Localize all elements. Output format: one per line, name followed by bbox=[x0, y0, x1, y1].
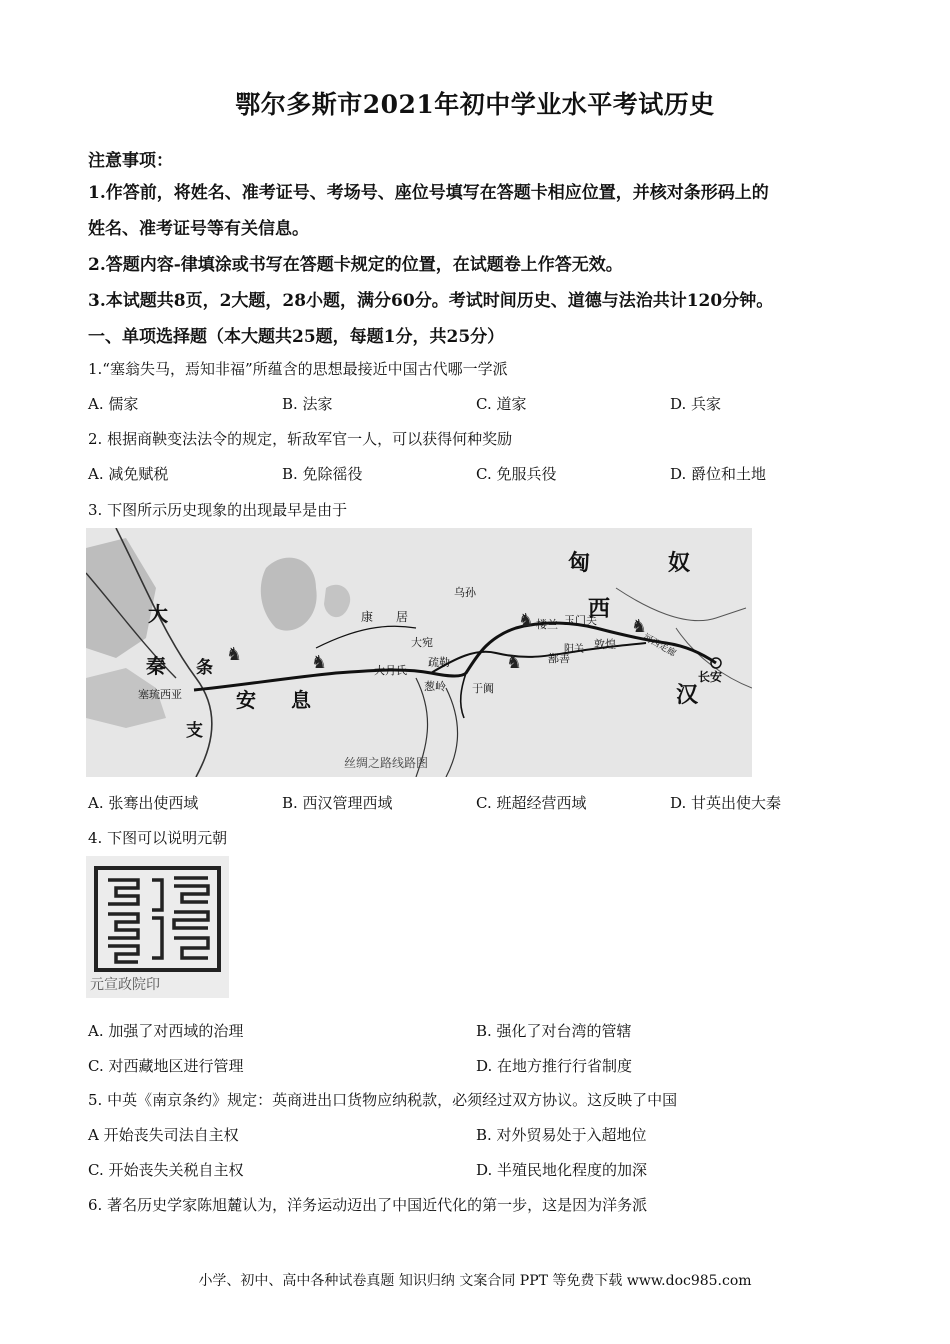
exam-title: 鄂尔多斯市2021年初中学业水平考试历史 bbox=[235, 90, 715, 119]
q3-option-b: B. 西汉管理西域 bbox=[282, 794, 393, 812]
note-item-2: 2.答题内容-律填涂或书写在答题卡规定的位置，在试题卷上作答无效。 bbox=[88, 255, 623, 275]
q5-option-a: A 开始丧失司法自主权 bbox=[88, 1126, 239, 1144]
map-label-dayuezhi: 大月氏 bbox=[374, 664, 407, 677]
map-label-ju: 居 bbox=[396, 610, 409, 624]
q4-option-a: A. 加强了对西域的治理 bbox=[88, 1022, 244, 1040]
note-item-1-line-1: 1.作答前，将姓名、准考证号、考场号、座位号填写在答题卡相应位置，并核对条形码上的 bbox=[88, 183, 769, 203]
map-label-shule: 疏勒 bbox=[428, 656, 450, 669]
map-label-congling: 葱岭 bbox=[424, 680, 446, 693]
map-label-loulan: 楼兰 bbox=[536, 618, 558, 631]
q4-option-b: B. 强化了对台湾的管辖 bbox=[476, 1022, 632, 1040]
q4-stem: 4. 下图可以说明元朝 bbox=[88, 829, 228, 847]
note-item-3: 3.本试题共8页，2大题，28小题，满分60分。考试时间历史、道德与法治共计120分钟。 bbox=[88, 291, 774, 311]
q3-option-c: C. 班超经营西域 bbox=[476, 794, 587, 812]
svg-text:♞: ♞ bbox=[506, 652, 523, 673]
q5-stem: 5. 中英《南京条约》规定：英商进出口货物应纳税款，必须经过双方协议。这反映了中国 bbox=[88, 1091, 678, 1109]
q2-option-b: B. 免除徭役 bbox=[282, 465, 363, 483]
q5-option-b: B. 对外贸易处于入超地位 bbox=[476, 1126, 647, 1144]
q1-stem: 1.“塞翁失马，焉知非福”所蕴含的思想最接近中国古代哪一学派 bbox=[88, 360, 508, 378]
map-label-han: 汉 bbox=[676, 682, 699, 708]
map-label-zhi: 支 bbox=[186, 721, 203, 741]
q5-option-c: C. 开始丧失关税自主权 bbox=[88, 1161, 244, 1179]
q1-option-a: A. 儒家 bbox=[88, 395, 139, 413]
section-heading: 一、单项选择题（本大题共25题，每题1分，共25分） bbox=[88, 327, 505, 347]
map-label-xi: 西 bbox=[588, 596, 611, 622]
svg-text:♞: ♞ bbox=[518, 610, 535, 631]
q2-option-c: C. 免服兵役 bbox=[476, 465, 557, 483]
q3-stem: 3. 下图所示历史现象的出现最早是由于 bbox=[88, 501, 348, 519]
seal-caption: 元宣政院印 bbox=[90, 977, 160, 993]
map-label-hexi: 河西走廊 bbox=[641, 632, 678, 660]
q3-option-d: D. 甘英出使大秦 bbox=[670, 794, 782, 812]
map-label-kang: 康 bbox=[361, 610, 374, 624]
map-label-shanshan: 鄯善 bbox=[548, 652, 570, 665]
q2-option-d: D. 爵位和土地 bbox=[670, 465, 767, 483]
map-label-xiongnu-2: 奴 bbox=[668, 550, 691, 576]
map-label-yumenguan: 玉门关 bbox=[564, 614, 597, 627]
svg-text:♞: ♞ bbox=[226, 644, 243, 665]
q3-option-a: A. 张骞出使西域 bbox=[88, 794, 199, 812]
note-item-1-line-2: 姓名、准考证号等有关信息。 bbox=[88, 219, 309, 239]
map-label-wusun: 乌孙 bbox=[454, 586, 476, 599]
q2-stem: 2. 根据商鞅变法法令的规定，斩敌军官一人，可以获得何种奖励 bbox=[88, 430, 513, 448]
map-label-qin: 秦 bbox=[146, 654, 166, 678]
q1-option-b: B. 法家 bbox=[282, 395, 333, 413]
q4-option-d: D. 在地方推行行省制度 bbox=[476, 1057, 633, 1075]
map-label-tiao: 条 bbox=[196, 658, 213, 678]
q4-option-c: C. 对西藏地区进行管理 bbox=[88, 1057, 244, 1075]
map-label-dunhuang: 敦煌 bbox=[594, 638, 616, 651]
q5-option-d: D. 半殖民地化程度的加深 bbox=[476, 1161, 648, 1179]
silk-road-map bbox=[86, 528, 752, 777]
svg-text:♞: ♞ bbox=[631, 616, 648, 637]
map-label-da: 大 bbox=[148, 602, 168, 626]
map-label-changan: 长安 bbox=[698, 670, 723, 684]
seal-image bbox=[86, 856, 229, 998]
footer-text: 小学、初中、高中各种试卷真题 知识归纳 文案合同 PPT 等免费下载 www.doc985.com bbox=[198, 1273, 752, 1289]
q2-option-a: A. 减免赋税 bbox=[88, 465, 169, 483]
map-label-yangguan: 阳关 bbox=[564, 644, 584, 655]
q1-option-c: C. 道家 bbox=[476, 395, 527, 413]
svg-text:♞: ♞ bbox=[311, 652, 328, 673]
map-label-dawan: 大宛 bbox=[411, 636, 433, 649]
map-label-saileucia: 塞琉西亚 bbox=[138, 688, 182, 701]
map-label-xi2: 息 bbox=[291, 688, 311, 712]
notes-heading: 注意事项： bbox=[88, 151, 173, 171]
q6-stem: 6. 著名历史学家陈旭麓认为，洋务运动迈出了中国近代化的第一步，这是因为洋务派 bbox=[88, 1196, 648, 1214]
map-label-an: 安 bbox=[236, 688, 256, 712]
map-label-yutian: 于阗 bbox=[472, 682, 494, 695]
q1-option-d: D. 兵家 bbox=[670, 395, 722, 413]
map-caption: 丝绸之路线路图 bbox=[344, 756, 429, 770]
map-label-xiongnu-1: 匈 bbox=[568, 550, 591, 576]
